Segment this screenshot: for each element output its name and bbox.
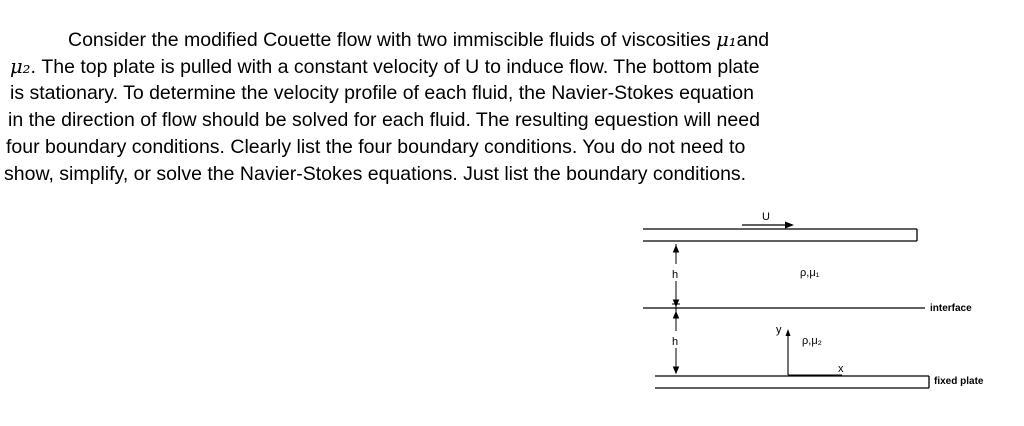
x-axis-label: x [838,363,844,375]
interface-label: interface [930,303,972,314]
fluid1-label: ρ,μ₁ [800,267,820,279]
top-plate [643,229,917,241]
problem-line-1-end: and [736,29,770,51]
y-axis-label: y [776,324,782,336]
fixed-plate [655,376,929,388]
velocity-label: U [762,211,770,223]
problem-line-3: is stationary. To determine the velocity profile of each fluid, the Navier-Stokes equation [10,82,754,104]
problem-line-6: show, simplify, or solve the Navier-Stokes equations. Just list the boundary conditions. [4,163,747,185]
bottom-height-label: h [672,336,679,348]
problem-line-2-text: . The top plate is pulled with a constant velocity of U to induce flow. The bottom plate [30,56,760,78]
mu2-symbol: μ₂ [10,55,31,78]
fluid2-label: ρ,μ₂ [802,335,822,347]
problem-line-4: in the direction of flow should be solved for each fluid. The resulting equestion will need [8,109,760,131]
top-height-label: h [672,269,679,281]
fixed-plate-label: fixed plate [934,376,984,387]
problem-line-5: four boundary conditions. Clearly list the four boundary conditions. You do not need to [6,136,746,158]
problem-line-1-text: Consider the modified Couette flow with two immiscible fluids of viscosities [68,29,717,51]
mu1-symbol: μ₁ [716,28,737,51]
